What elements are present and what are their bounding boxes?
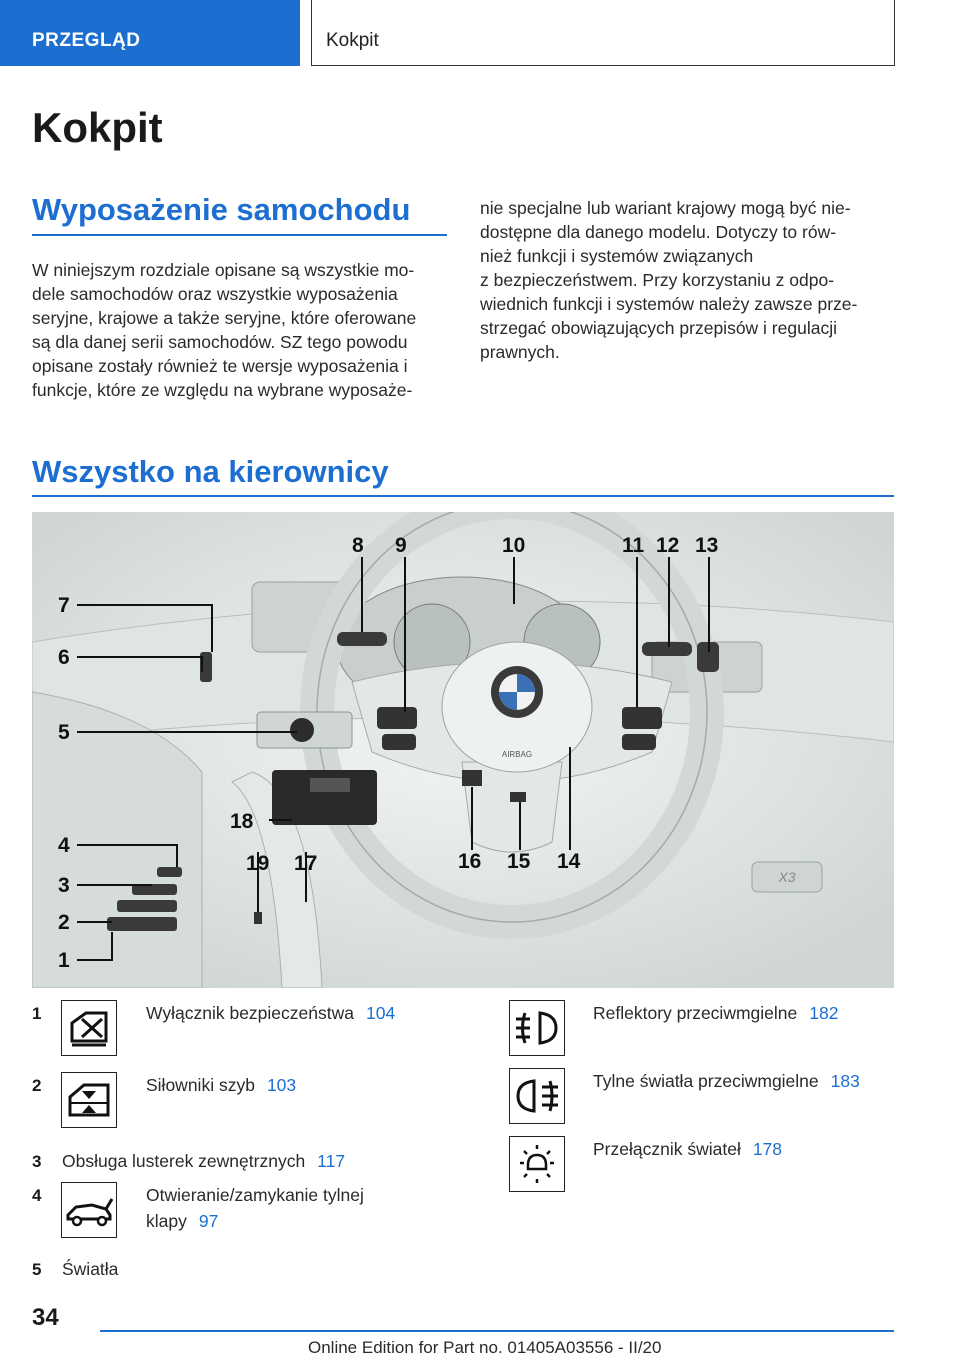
rear-fog-light-icon [509, 1068, 565, 1124]
legend-item-2 [146, 1072, 296, 1098]
legend-number-1: 1 [32, 1004, 42, 1023]
legend-number-3: 3 [32, 1152, 42, 1171]
callout-7: 7 [58, 594, 70, 617]
callout-1: 1 [58, 949, 70, 972]
cockpit-figure [32, 512, 894, 988]
callout-8: 8 [352, 534, 364, 557]
callout-10: 10 [502, 534, 526, 557]
light-switch-icon [509, 1136, 565, 1192]
callout-18: 18 [230, 810, 254, 833]
legend-label: Tylne światła przeciwmgielne [593, 1071, 819, 1091]
page-link-97[interactable]: 97 [198, 1211, 219, 1231]
callout-6: 6 [58, 646, 70, 669]
text-line: dostępne dla danego modelu. Dotyczy to rów‐ [480, 222, 837, 242]
text-line: nie specjalne lub wariant krajowy mogą być nie‐ [480, 198, 851, 218]
legend-item-1 [146, 1000, 395, 1026]
page-link-104[interactable]: 104 [365, 1003, 396, 1023]
text-line: strzegać obowiązujących przepisów i regulacji [480, 318, 837, 338]
paragraph-col1 [32, 258, 452, 402]
text-line: z bezpieczeństwem. Przy korzystaniu z odpo‐ [480, 270, 835, 290]
legend-label: Reflektory przeciwmgielne [593, 1003, 798, 1023]
callout-2: 2 [58, 911, 70, 934]
callout-14: 14 [557, 850, 581, 873]
chapter-label: PRZEGLĄD [32, 30, 141, 51]
page-number: 34 [32, 1304, 59, 1331]
front-fog-light-icon [509, 1000, 565, 1056]
legend-label: Otwieranie/zamykanie tylnej [146, 1185, 364, 1205]
section-rule [32, 495, 894, 497]
section-heading-equipment: Wyposażenie samochodu [32, 192, 411, 227]
text-line: W niniejszym rozdziale opisane są wszystkie mo‐ [32, 260, 415, 280]
text-line: dele samochodów oraz wszystkie wyposażenia [32, 284, 398, 304]
section-heading-steering: Wszystko na kierownicy [32, 454, 389, 489]
text-line: funkcje, które ze względu na wybrane wyposaże‐ [32, 380, 413, 400]
legend-item-4 [146, 1182, 364, 1234]
page-link-117[interactable]: 117 [317, 1151, 346, 1171]
text-line: prawnych. [480, 342, 560, 362]
text-line: opisane zostały również te wersje wyposażenia i [32, 356, 408, 376]
legend-label: Przełącznik świateł [593, 1139, 741, 1159]
text-line: wiednich funkcji i systemów należy zawsze prze‐ [480, 294, 858, 314]
callout-17: 17 [294, 852, 318, 875]
page-title: Kokpit [32, 104, 163, 151]
callout-16: 16 [458, 850, 482, 873]
header-title-box [311, 0, 895, 66]
callout-12: 12 [656, 534, 680, 557]
legend-number-2: 2 [32, 1076, 42, 1095]
legend-label: Światła [62, 1259, 119, 1279]
legend-label: Obsługa lusterek zewnętrznych [62, 1151, 306, 1171]
cockpit-illustration [32, 512, 894, 988]
legend-item-light-switch [593, 1136, 782, 1162]
legend-label: Siłowniki szyb [146, 1075, 255, 1095]
paragraph-col2 [480, 196, 900, 364]
page-link-178[interactable]: 178 [752, 1139, 783, 1159]
tailgate-icon [61, 1182, 117, 1238]
legend-number-5: 5 [32, 1260, 42, 1279]
legend-number-4: 4 [32, 1186, 42, 1205]
window-lock-icon [61, 1000, 117, 1056]
callout-19: 19 [246, 852, 270, 875]
model-badge: X3 [778, 869, 796, 885]
callout-11: 11 [622, 534, 645, 557]
legend-label: Wyłącznik bezpieczeństwa [146, 1003, 354, 1023]
power-window-icon [61, 1072, 117, 1128]
legend-item-5 [62, 1256, 118, 1282]
airbag-label: AIRBAG [501, 750, 533, 759]
legend-label: klapy [146, 1211, 187, 1231]
legend-item-3 [62, 1148, 345, 1174]
text-line: nież funkcji i systemów związanych [480, 246, 754, 266]
page-link-182[interactable]: 182 [809, 1003, 839, 1023]
callout-4: 4 [58, 834, 70, 857]
page-link-103[interactable]: 103 [266, 1075, 297, 1095]
footer-edition: Online Edition for Part no. 01405A03556 - II/20 [308, 1338, 662, 1357]
header-title: Kokpit [326, 30, 379, 51]
text-line: są dla danej serii samochodów. SZ tego powodu [32, 332, 408, 352]
legend-item-fog-rear [593, 1068, 860, 1094]
section-rule [32, 234, 447, 236]
callout-3: 3 [58, 874, 70, 897]
chapter-tab [0, 0, 300, 66]
callout-5: 5 [58, 721, 70, 744]
callout-15: 15 [507, 850, 531, 873]
legend-item-fog-front [593, 1000, 838, 1026]
callout-9: 9 [395, 534, 407, 557]
footer-rule [100, 1330, 894, 1332]
text-line: seryjne, krajowe a także seryjne, które oferowane [32, 308, 417, 328]
callout-13: 13 [695, 534, 719, 557]
page-link-183[interactable]: 183 [830, 1071, 860, 1091]
